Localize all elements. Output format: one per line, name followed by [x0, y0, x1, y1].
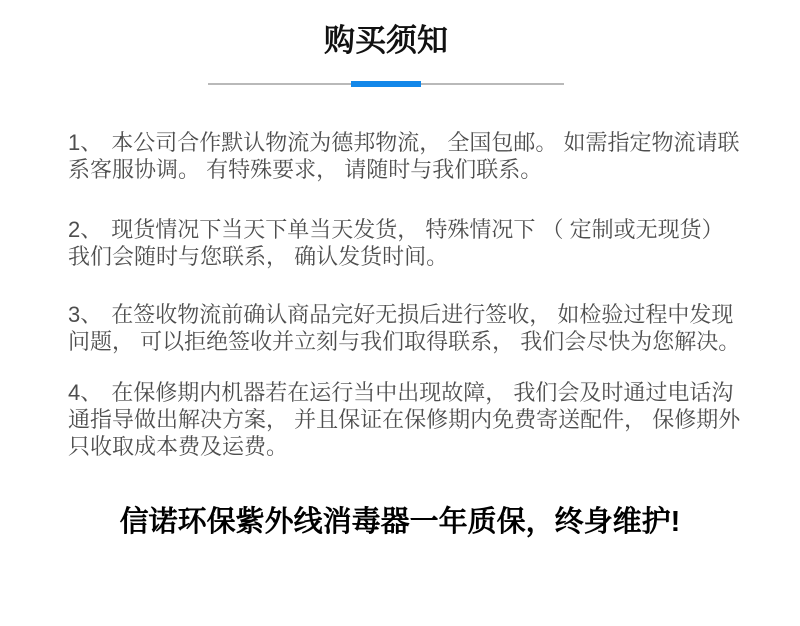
section-header: [0, 0, 772, 87]
warranty-slogan: 信诺环保紫外线消毒器一年质保，终身维护!: [119, 506, 681, 538]
page-title: 购买须知: [324, 23, 448, 58]
notice-list: [0, 129, 800, 460]
title-divider: [208, 81, 564, 87]
item-number: 4、: [68, 380, 103, 405]
item-text: 本公司合作默认物流为德邦物流， 全国包邮。 如需指定物流请联系客服协调。 有特殊要求， 请随时与我们联系。: [68, 130, 740, 182]
item-text: 在保修期内机器若在运行当中出现故障， 我们会及时通过电话沟通指导做出解决方案， 并且保证在保修期内免费寄送配件， 保修期外只收取成本费及运费。: [68, 380, 741, 459]
divider-accent-bar: [351, 81, 421, 87]
notice-item: [68, 379, 742, 460]
item-text: 现货情况下当天下单当天发货， 特殊情况下 （ 定制或无现货） 我们会随时与您联系， 确认发货时间。: [68, 217, 724, 269]
item-number: 3、: [68, 302, 103, 327]
notice-item: [68, 216, 742, 270]
item-number: 2、: [68, 217, 103, 242]
notice-item: [68, 129, 742, 183]
item-text: 在签收物流前确认商品完好无损后进行签收， 如检验过程中发现问题， 可以拒绝签收并立刻与我们取得联系， 我们会尽快为您解决。: [68, 302, 741, 354]
item-number: 1、: [68, 130, 103, 155]
notice-item: [68, 301, 742, 355]
